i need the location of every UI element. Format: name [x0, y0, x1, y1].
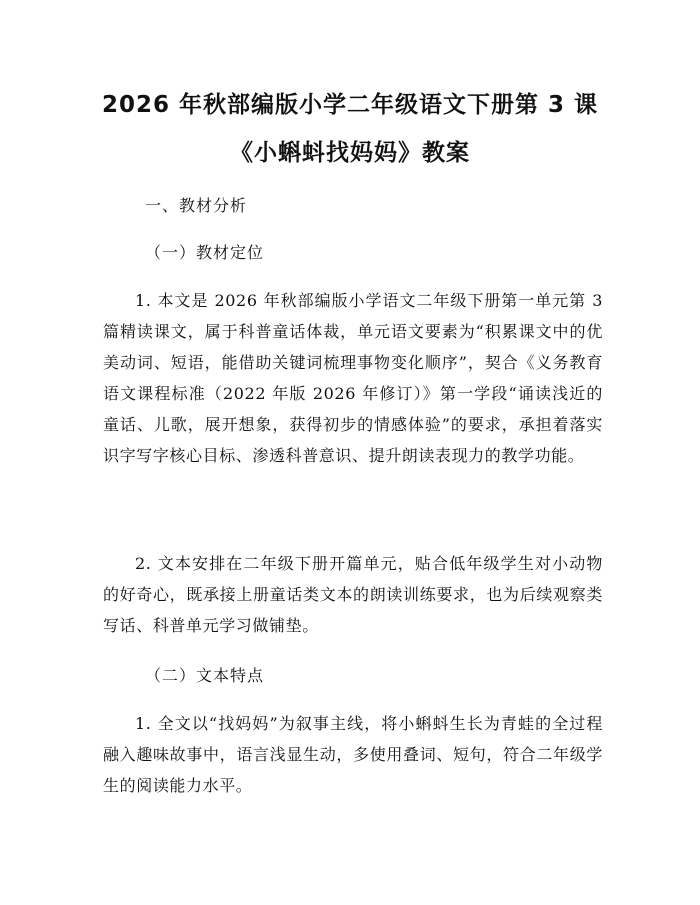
paragraph-positioning-2: 2. 文本安排在二年级下册开篇单元，贴合低年级学生对小动物的好奇心，既承接上册童话类文本的朗读训练要求，也为后续观察类写话、科普单元学习做铺垫。: [103, 554, 603, 635]
paragraph-positioning-1: 1. 本文是 2026 年秋部编版小学语文二年级下册第一单元第 3 篇精读课文，属于科普童话体裁，单元语文要素为“积累课文中的优美动词、短语，能借助关键词梳理事物变化顺序”，契合《义务教育语文课程标准（2022 年版 2026 年修订）》第一学段“诵读浅近的童话、儿歌，展开想象，获得初步的情感体验”的要求，承担着落实识字写字核心目标、渗透科普意识、提升朗读表现力的教学功能。: [103, 291, 603, 465]
paragraph-features-1: 1. 全文以“找妈妈”为叙事主线，将小蝌蚪生长为青蛙的全过程融入趣味故事中，语言浅显生动，多使用叠词、短句，符合二年级学生的阅读能力水平。: [103, 714, 603, 795]
section-heading-teaching-material-analysis: 一、教材分析: [145, 196, 248, 215]
document-title-line-1: 2026 年秋部编版小学二年级语文下册第 3 课: [101, 92, 599, 118]
subsection-heading-text-features: （二）文本特点: [145, 666, 265, 685]
document-title-line-2: 《小蝌蚪找妈妈》教案: [230, 140, 470, 166]
subsection-heading-material-positioning: （一）教材定位: [145, 243, 265, 262]
